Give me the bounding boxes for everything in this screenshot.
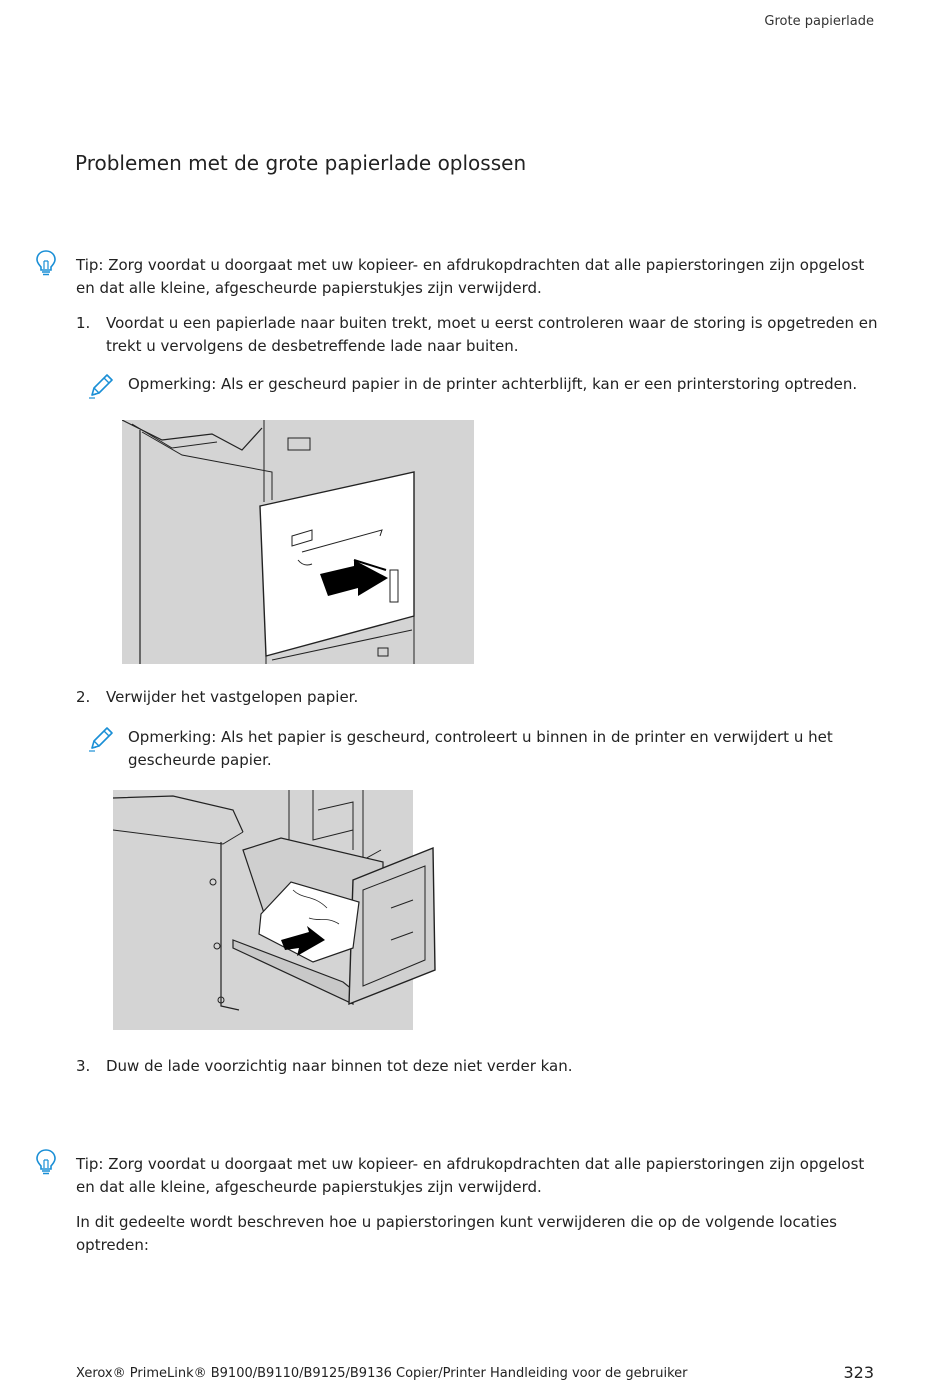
pencil-icon <box>87 372 115 400</box>
printer-tray-illustration <box>122 420 474 664</box>
running-head: Grote papierlade <box>764 14 874 29</box>
lightbulb-icon <box>35 249 57 277</box>
note-text: Opmerking: Als er gescheurd papier in de printer achterblijft, kan er een printerstoring optreden. <box>128 375 858 393</box>
jammed-paper-illustration <box>113 790 439 1030</box>
step-text: Voordat u een papierlade naar buiten trekt, moet u eerst controleren waar de storing is opgetreden en trekt u vervolgens de desbetreffende lade naar buiten. <box>106 314 878 355</box>
page-title: Problemen met de grote papierlade oplossen <box>75 151 527 175</box>
step-number: 3. <box>76 1057 91 1075</box>
tip-text: Tip: Zorg voordat u doorgaat met uw kopieer- en afdrukopdrachten dat alle papierstoringen zijn opgelost en dat alle kleine, afgescheurde papierstukjes zijn verwijderd. <box>76 1155 865 1196</box>
page-number: 323 <box>843 1363 874 1382</box>
lightbulb-icon <box>35 1148 57 1176</box>
pencil-icon <box>87 725 115 753</box>
step-number: 2. <box>76 688 91 706</box>
step-text: Duw de lade voorzichtig naar binnen tot deze niet verder kan. <box>106 1057 573 1075</box>
intro-paragraph: In dit gedeelte wordt beschreven hoe u papierstoringen kunt verwijderen die op de volgende locaties optreden: <box>76 1213 837 1254</box>
step-text: Verwijder het vastgelopen papier. <box>106 688 359 706</box>
note-text: Opmerking: Als het papier is gescheurd, controleert u binnen in de printer en verwijdert u het gescheurde papier. <box>128 728 833 769</box>
step-number: 1. <box>76 314 91 332</box>
footer-product: Xerox® PrimeLink® B9100/B9110/B9125/B9136 Copier/Printer Handleiding voor de gebruiker <box>76 1366 688 1381</box>
tip-text: Tip: Zorg voordat u doorgaat met uw kopieer- en afdrukopdrachten dat alle papierstoringen zijn opgelost en dat alle kleine, afgescheurde papierstukjes zijn verwijderd. <box>76 256 865 297</box>
